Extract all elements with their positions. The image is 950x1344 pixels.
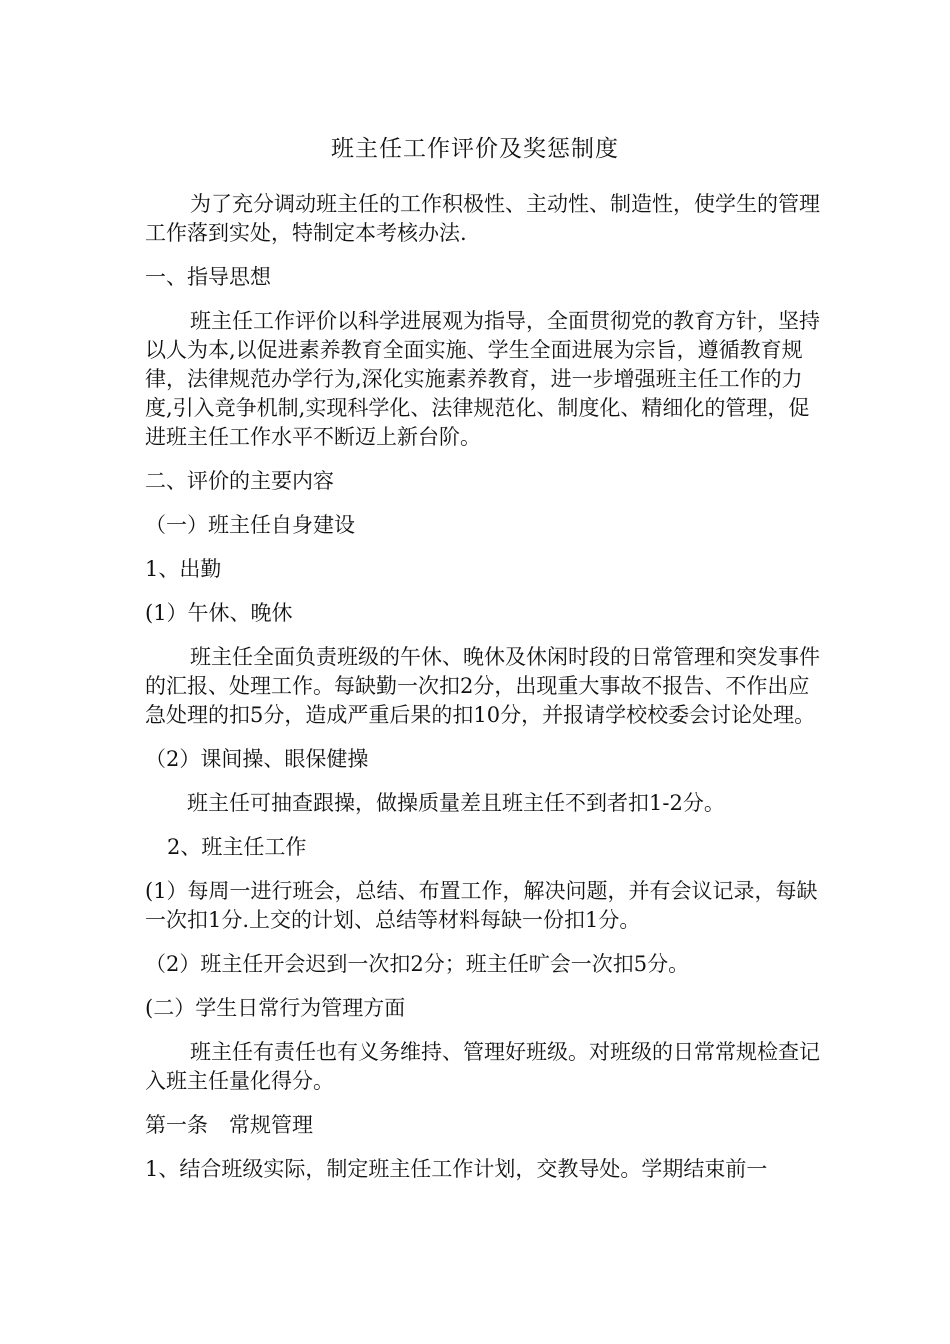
paragraph-intro: 为了充分调动班主任的工作积极性、主动性、制造性，使学生的管理工作落到实处，特制定本考核办法. (145, 192, 820, 245)
paragraph-guiding-thought: 班主任工作评价以科学进展观为指导，全面贯彻党的教育方针，坚持以人为本,以促进素养教育全面实施、学生全面进展为宗旨，遵循教育规律，法律规范办学行为,深化实施素养教育，进一步增强班主任工作的力度,引入竞争机制,实现科学化、法律规范化、制度化、精细化的管理，促进班主任工作水平不断迈上新台阶。 (145, 309, 820, 449)
subsection-heading-student-behavior: (二）学生日常行为管理方面 (145, 996, 406, 1020)
article-heading-routine: 第一条 常规管理 (145, 1113, 313, 1137)
paragraph-weekly-meeting: (1）每周一进行班会，总结、布置工作，解决问题，并有会议记录，每缺一次扣1分.上交的计划、总结等材料每缺一份扣1分。 (145, 879, 818, 932)
subsection-heading-self-building: （一）班主任自身建设 (145, 513, 355, 537)
document-title: 班主任工作评价及奖惩制度 (331, 136, 619, 162)
item-heading-attendance: 1、出勤 (145, 557, 222, 581)
paragraph-student-behavior: 班主任有责任也有义务维持、管理好班级。对班级的日常常规检查记入班主任量化得分。 (145, 1040, 820, 1093)
section-heading-guiding-thought: 一、指导思想 (145, 265, 271, 289)
section-heading-main-content: 二、评价的主要内容 (145, 469, 334, 493)
item-heading-rest: (1）午休、晚休 (145, 601, 293, 625)
document-body (145, 190, 825, 1199)
item-heading-exercise: （2）课间操、眼保健操 (145, 747, 369, 771)
paragraph-exercise-rules: 班主任可抽查跟操，做操质量差且班主任不到者扣1-2分。 (187, 791, 725, 815)
paragraph-rest-rules: 班主任全面负责班级的午休、晚休及休闲时段的日常管理和突发事件的汇报、处理工作。每缺勤一次扣2分，出现重大事故不报告、不作出应急处理的扣5分，造成严重后果的扣10分，并报请学校校委会讨论处理。 (145, 645, 820, 727)
paragraph-routine-1: 1、结合班级实际，制定班主任工作计划，交教导处。学期结束前一 (145, 1157, 768, 1181)
paragraph-meeting-attendance: （2）班主任开会迟到一次扣2分；班主任旷会一次扣5分。 (145, 952, 690, 976)
item-heading-teacher-work: 2、班主任工作 (167, 835, 307, 859)
